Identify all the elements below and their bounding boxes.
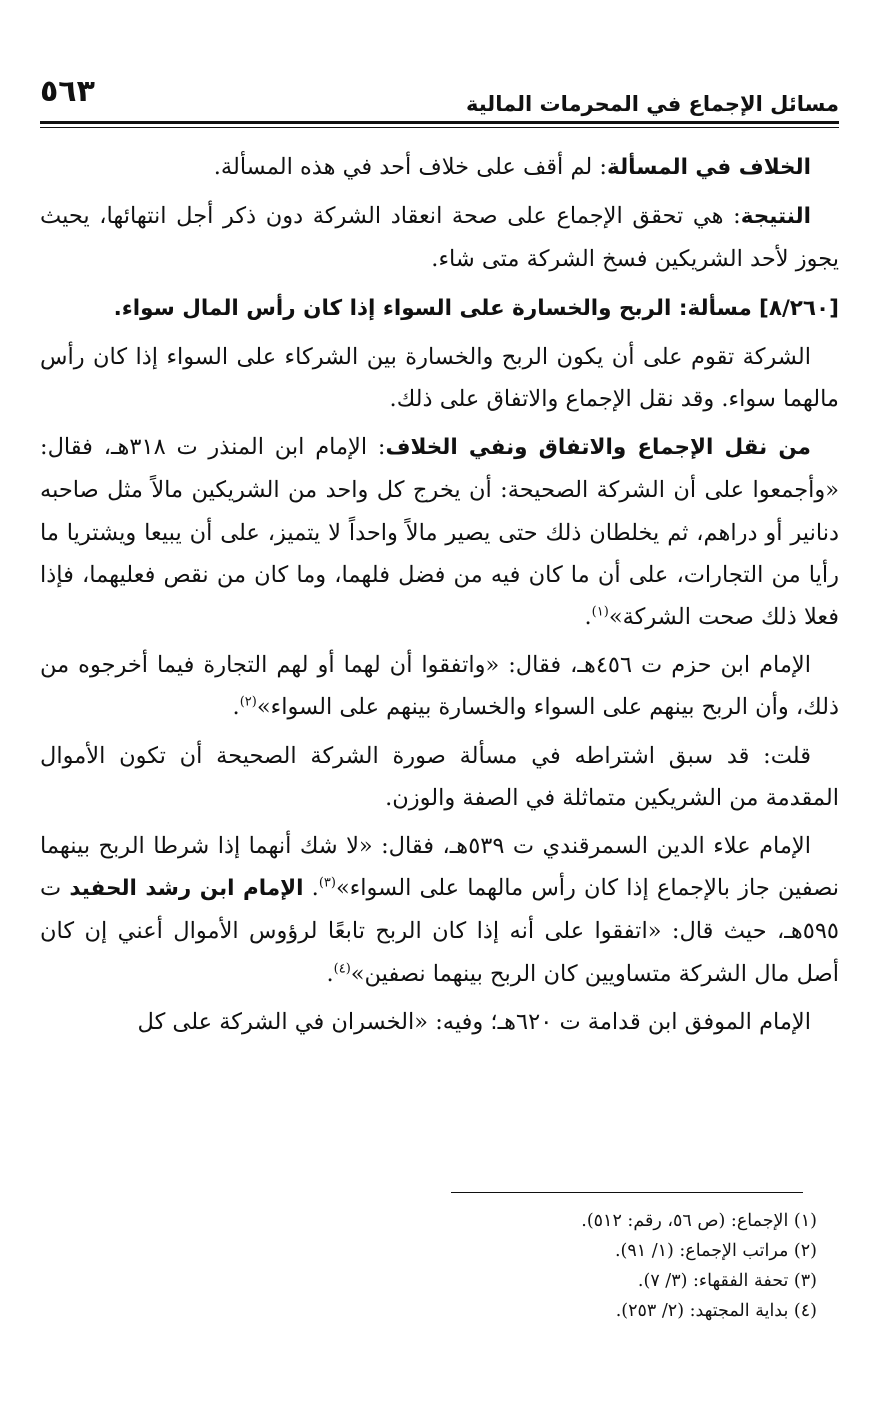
lead-term: من نقل الإجماع والاتفاق ونفي الخلاف — [385, 435, 811, 461]
paragraph-text: قلت: قد سبق اشتراطه في مسألة صورة الشركة الصحيحة أن تكون الأموال المقدمة من الشريكين متماثلة في الصفة والوزن. — [40, 742, 839, 811]
paragraph-end: . — [584, 604, 592, 631]
paragraph-text-2: ت ٥٩٥هـ، حيث قال: «اتفقوا على أنه إذا كان الربح تابعًا لرؤوس الأموال أعني إن كان أصل مال الشركة متساويين كان الربح بينهما نصفين» — [40, 875, 839, 987]
footnote-separator — [451, 1192, 803, 1193]
paragraph-text: الشركة تقوم على أن يكون الربح والخسارة بين الشركاء على السواء إذا كان رأس مالهما سواء. وقد نقل الإجماع والاتفاق على ذلك. — [40, 343, 839, 413]
paragraph-text: الإمام علاء الدين السمرقندي ت ٥٣٩هـ، فقال: «لا شك أنهما إذا شرطا الربح بينهما نصفين جاز بالإجماع إذا كان رأس مالهما على السواء» — [40, 833, 839, 902]
paragraph-ibn-hazm — [40, 644, 839, 728]
paragraph-intro — [40, 336, 839, 420]
main-text — [40, 146, 839, 1049]
footnotes — [300, 1206, 817, 1326]
footnote-ref[interactable]: (٣) — [318, 875, 336, 891]
issue-title: مسألة: الربح والخسارة على السواء إذا كان رأس المال سواء. — [113, 295, 752, 321]
paragraph-end: . — [326, 960, 334, 987]
page-header — [40, 70, 839, 120]
issue-number: [٨/٢٦٠] — [759, 295, 839, 321]
paragraph-result — [40, 195, 839, 280]
issue-heading — [40, 287, 839, 330]
paragraph-text: : لم أقف على خلاف أحد في هذه المسألة. — [213, 154, 608, 180]
page-number: ٥٦٣ — [40, 74, 95, 109]
paragraph-text: الإمام ابن حزم ت ٤٥٦هـ، فقال: «واتفقوا أن لهما أو لهم التجارة فيما أخرجوه من ذلك، وأن الربح بينهم على السواء والخسارة بينهم على السواء» — [40, 652, 839, 721]
footnote-3: (٣) تحفة الفقهاء: (٣/ ٧). — [637, 1271, 817, 1291]
paragraph-dispute — [40, 146, 839, 189]
paragraph-text: الإمام الموفق ابن قدامة ت ٦٢٠هـ؛ وفيه: «الخسران في الشركة على كل — [137, 1008, 811, 1035]
footnote-4: (٤) بداية المجتهد: (٢/ ٢٥٣). — [615, 1301, 817, 1321]
lead-term: النتيجة — [740, 204, 811, 230]
paragraph-samarqandi — [40, 825, 839, 995]
paragraph-ibn-almundhir — [40, 426, 839, 638]
paragraph-mid: . — [303, 875, 319, 902]
footnote-1: (١) الإجماع: (ص ٥٦، رقم: ٥١٢). — [581, 1211, 817, 1231]
paragraph-end: . — [232, 694, 240, 721]
footnote-ref[interactable]: (٤) — [333, 961, 351, 977]
paragraph-note — [40, 735, 839, 819]
paragraph-text: : هي تحقق الإجماع على صحة انعقاد الشركة دون ذكر أجل انتهائها، يحيث يجوز لأحد الشريكين فسخ الشركة متى شاء. — [40, 203, 839, 273]
scholar-name: الإمام ابن رشد الحفيد — [69, 876, 304, 902]
paragraph-text: : الإمام ابن المنذر ت ٣١٨هـ، فقال: «وأجمعوا على أن الشركة الصحيحة: أن يخرج كل واحد من الشريكين مالاً مثل صاحبه دنانير أو دراهم، ثم يخلطان ذلك حتى يصير مالاً واحداً لا يتميز، على أن يبيعا ويشتريا ما رأيا من التجارات، على أن ما كان فيه من فضل فلهما، وما كان من نقص فعليهما، فإذا فعلا ذلك صحت الشركة» — [40, 434, 839, 631]
paragraph-ibn-qudama — [40, 1001, 839, 1043]
footnote-ref[interactable]: (١) — [591, 604, 609, 620]
footnote-ref[interactable]: (٢) — [239, 694, 257, 710]
footnote-2: (٢) مراتب الإجماع: (١/ ٩١). — [614, 1241, 817, 1261]
lead-term: الخلاف في المسألة — [607, 155, 811, 180]
header-rule — [40, 121, 839, 128]
running-title: مسائل الإجماع في المحرمات المالية — [466, 92, 839, 116]
